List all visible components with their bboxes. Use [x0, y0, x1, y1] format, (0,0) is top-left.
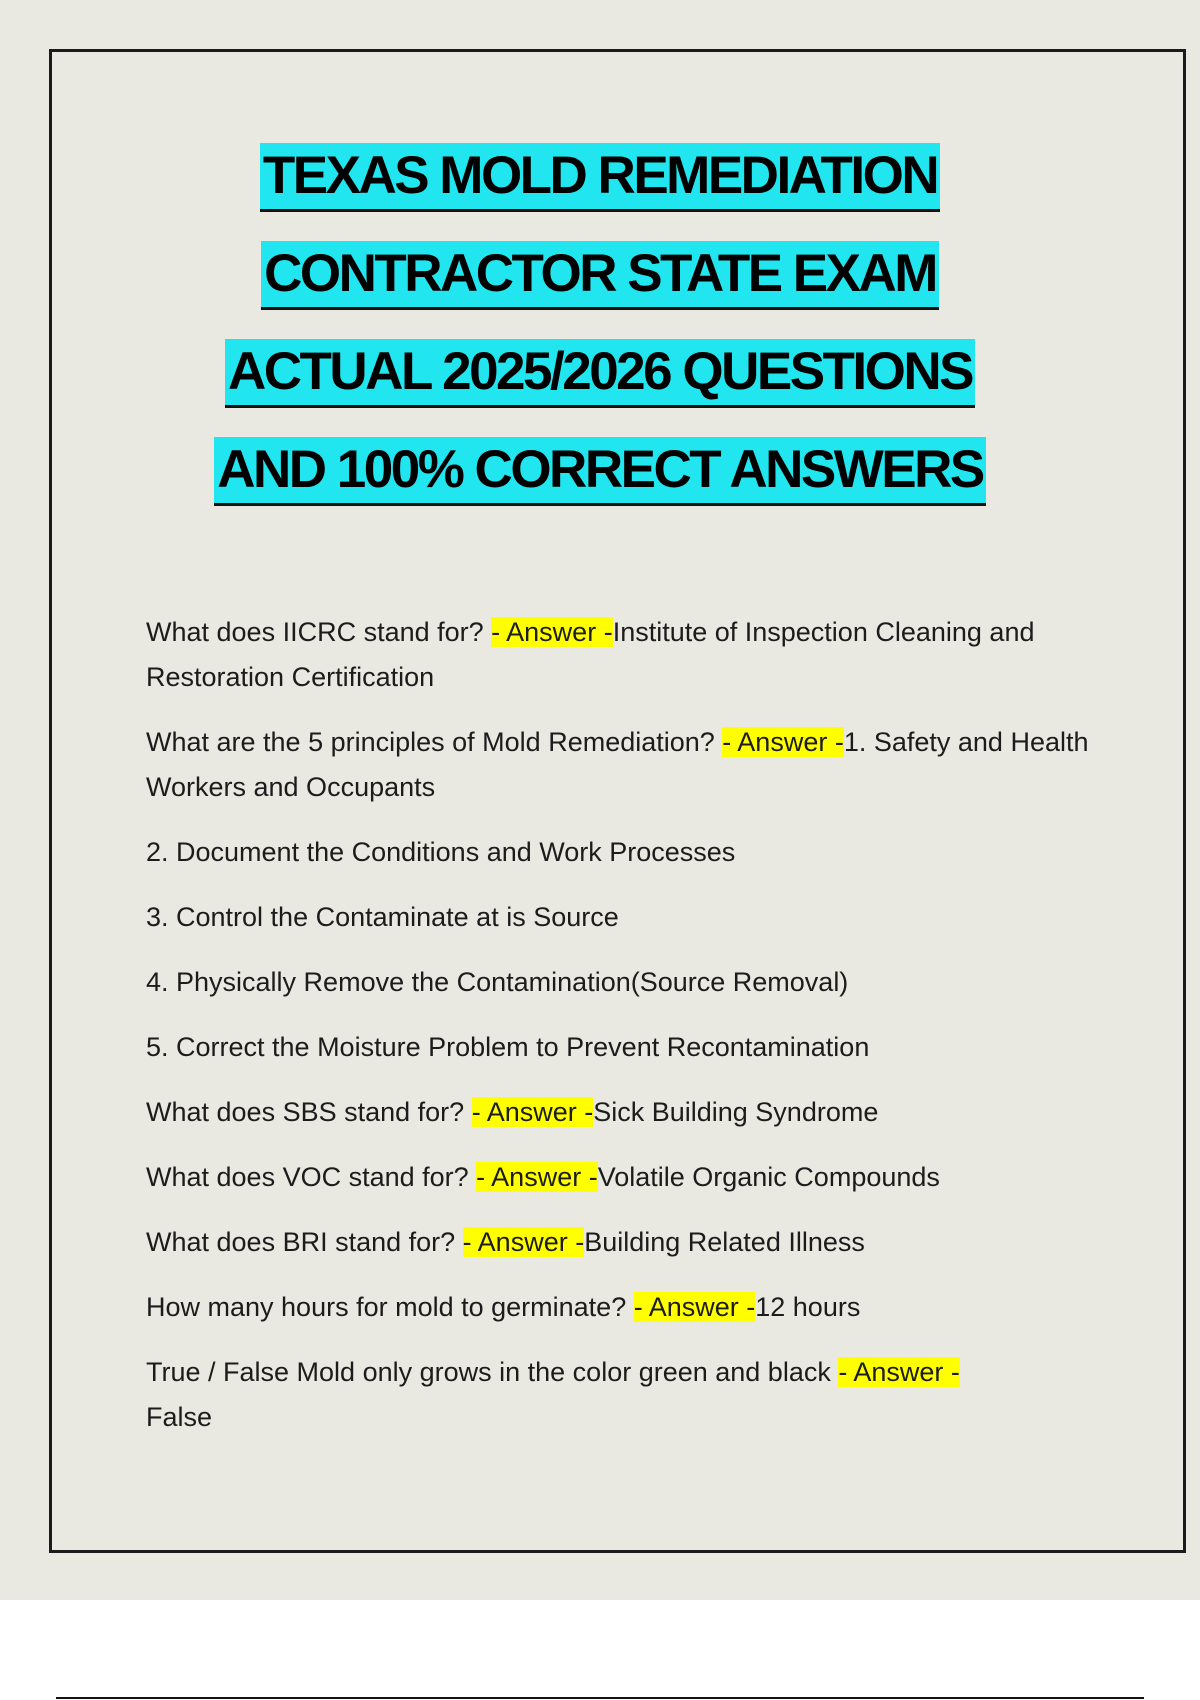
principle-item: 2. Document the Conditions and Work Processes — [146, 837, 736, 867]
qa-list — [146, 610, 1106, 1460]
title-line — [0, 140, 1200, 238]
qa-item — [146, 1090, 1106, 1135]
answer-marker: - Answer - — [491, 617, 613, 647]
principle-item: 3. Control the Contaminate at is Source — [146, 902, 619, 932]
answer-text: 1. Safety and Health Workers and Occupants — [146, 727, 1089, 802]
title-line-2: CONTRACTOR STATE EXAM — [261, 241, 939, 310]
qa-item — [146, 1350, 1106, 1440]
title-line-1: TEXAS MOLD REMEDIATION — [260, 143, 940, 212]
title-line-4: AND 100% CORRECT ANSWERS — [214, 437, 986, 506]
answer-text: False — [146, 1402, 213, 1432]
qa-item — [146, 1155, 1106, 1200]
answer-text: Sick Building Syndrome — [593, 1097, 879, 1127]
title-line — [0, 238, 1200, 336]
answer-marker: - Answer - — [838, 1357, 960, 1387]
answer-marker: - Answer - — [633, 1292, 756, 1322]
qa-item — [146, 720, 1106, 810]
title-line-3: ACTUAL 2025/2026 QUESTIONS — [225, 339, 975, 408]
question-text: What does BRI stand for? — [146, 1227, 463, 1257]
answer-text: Institute of Inspection Cleaning and Restoration Certification — [146, 617, 1035, 692]
answer-marker: - Answer - — [462, 1227, 585, 1257]
qa-item — [146, 610, 1106, 700]
answer-marker: - Answer - — [476, 1162, 598, 1192]
answer-marker: - Answer - — [722, 727, 844, 757]
question-text: True / False Mold only grows in the color green and black — [146, 1357, 839, 1387]
answer-marker: - Answer - — [471, 1097, 594, 1127]
qa-item — [146, 1285, 1106, 1330]
question-text: What does IICRC stand for? — [146, 617, 492, 647]
title-line — [0, 434, 1200, 532]
question-text: What does SBS stand for? — [146, 1097, 472, 1127]
question-text: How many hours for mold to germinate? — [146, 1292, 634, 1322]
document-title — [0, 140, 1200, 532]
principle-item: 5. Correct the Moisture Problem to Prevent Recontamination — [146, 1032, 870, 1062]
answer-text: Building Related Illness — [584, 1227, 865, 1257]
question-text: What are the 5 principles of Mold Remediation? — [146, 727, 723, 757]
answer-text: Volatile Organic Compounds — [597, 1162, 940, 1192]
title-line — [0, 336, 1200, 434]
principle-item: 4. Physically Remove the Contamination(Source Removal) — [146, 967, 849, 997]
footer-divider — [56, 1697, 1144, 1699]
question-text: What does VOC stand for? — [146, 1162, 477, 1192]
answer-text: 12 hours — [755, 1292, 861, 1322]
qa-item — [146, 1220, 1106, 1265]
